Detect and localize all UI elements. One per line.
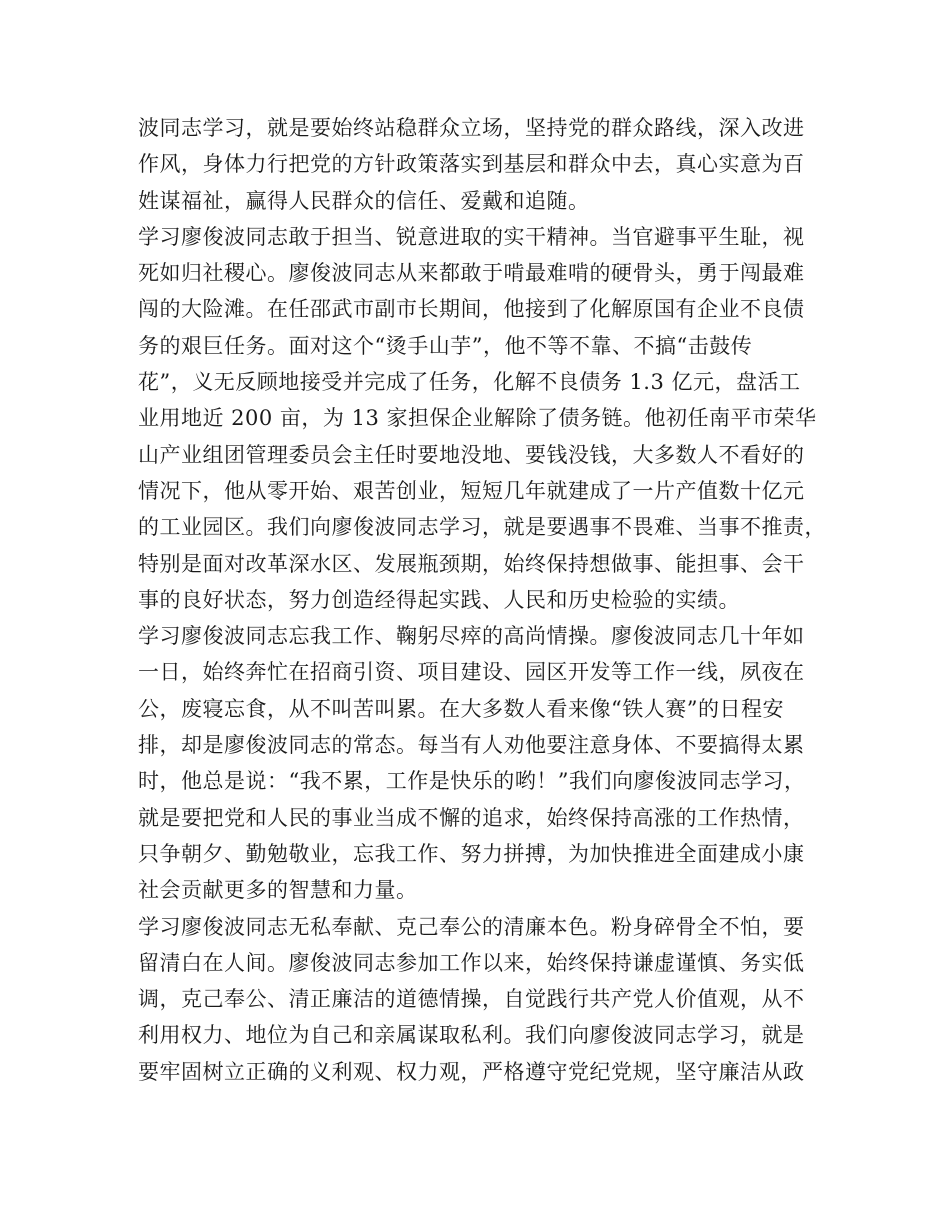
body-text (138, 110, 826, 1090)
text-line: 情况下，他从零开始、艰苦创业，短短几年就建成了一片产值数十亿元 (138, 478, 805, 503)
text-line: 业用地近 200 亩，为 13 家担保企业解除了债务链。他初任南平市荣华 (138, 406, 817, 431)
text-line: 时，他总是说：“我不累，工作是快乐的哟！”我们向廖俊波同志学习， (138, 769, 806, 794)
text-line: 山产业组团管理委员会主任时要地没地、要钱没钱，大多数人不看好的 (138, 442, 805, 467)
text-line: 只争朝夕、勤勉敬业，忘我工作、努力拼搏，为加快推进全面建成小康 (138, 841, 805, 866)
text-line: 务的艰巨任务。面对这个“烫手山芋”，他不等不靠、不搞“击鼓传 (138, 333, 753, 358)
text-line: 姓谋福祉，赢得人民群众的信任、爱戴和追随。 (138, 188, 590, 213)
text-line: 社会贡献更多的智慧和力量。 (138, 878, 418, 903)
text-line: 排，却是廖俊波同志的常态。每当有人劝他要注意身体、不要搞得太累 (138, 733, 805, 758)
text-line: 学习廖俊波同志忘我工作、鞠躬尽瘁的高尚情操。廖俊波同志几十年如 (138, 624, 805, 649)
text-line: 学习廖俊波同志无私奉献、克己奉公的清廉本色。粉身碎骨全不怕，要 (138, 914, 805, 939)
text-line: 要牢固树立正确的义利观、权力观，严格遵守党纪党规，坚守廉洁从政 (138, 1059, 805, 1084)
text-line: 特别是面对改革深水区、发展瓶颈期，始终保持想做事、能担事、会干 (138, 551, 805, 576)
text-line: 闯的大险滩。在任邵武市副市长期间，他接到了化解原国有企业不良债 (138, 297, 805, 322)
text-line: 事的良好状态，努力创造经得起实践、人民和历史检验的实绩。 (138, 587, 740, 612)
text-line: 波同志学习，就是要始终站稳群众立场，坚持党的群众路线，深入改进 (138, 116, 805, 140)
text-line: 公，废寝忘食，从不叫苦叫累。在大多数人看来像“铁人赛”的日程安 (138, 696, 784, 721)
text-line: 利用权力、地位为自己和亲属谋取私利。我们向廖俊波同志学习，就是 (138, 1023, 805, 1048)
text-line: 花”，义无反顾地接受并完成了任务，化解不良债务 1.3 亿元，盘活工 (138, 370, 801, 395)
text-line: 的工业园区。我们向廖俊波同志学习，就是要遇事不畏难、当事不推责， (138, 515, 826, 540)
text-line: 作风，身体力行把党的方针政策落实到基层和群众中去，真心实意为百 (138, 152, 805, 177)
text-line: 留清白在人间。廖俊波同志参加工作以来，始终保持谦虚谨慎、务实低 (138, 950, 805, 975)
text-line: 学习廖俊波同志敢于担当、锐意进取的实干精神。当官避事平生耻，视 (138, 224, 805, 249)
text-line: 一日，始终奔忙在招商引资、项目建设、园区开发等工作一线，夙夜在 (138, 660, 805, 685)
text-line: 死如归社稷心。廖俊波同志从来都敢于啃最难啃的硬骨头，勇于闯最难 (138, 261, 805, 286)
text-line: 就是要把党和人民的事业当成不懈的追求，始终保持高涨的工作热情， (138, 805, 805, 830)
text-line: 调，克己奉公、清正廉洁的道德情操，自觉践行共产党人价值观，从不 (138, 987, 805, 1012)
